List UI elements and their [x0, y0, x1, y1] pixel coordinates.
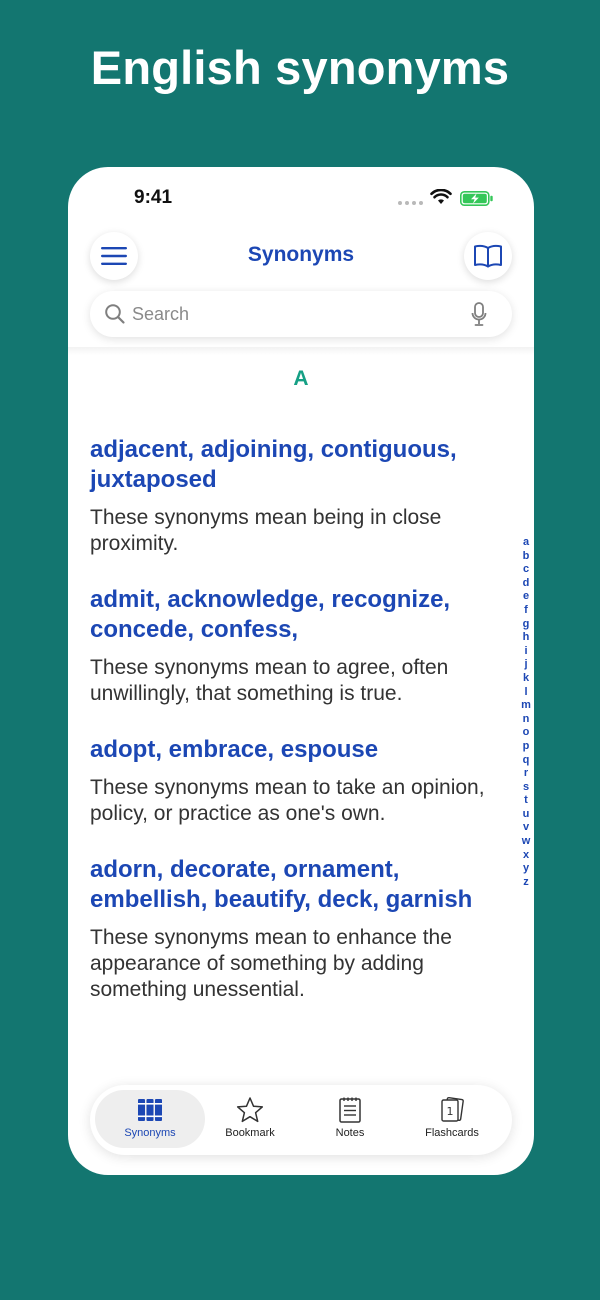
entry-description: These synonyms mean being in close proximity.	[90, 506, 442, 555]
tab-label: Bookmark	[225, 1127, 275, 1139]
entry-title: adjacent, adjoining, contiguous, juxtaposed	[90, 436, 457, 493]
index-letter-y[interactable]: y	[522, 862, 530, 875]
search-bar[interactable]	[90, 291, 512, 337]
star-icon	[236, 1096, 264, 1124]
entry-description: These synonyms mean to agree, often unwillingly, that something is true.	[90, 656, 449, 705]
dictionary-book-button[interactable]	[464, 232, 512, 280]
tab-flashcards[interactable]	[397, 1090, 507, 1148]
svg-text:1: 1	[446, 1105, 454, 1118]
battery-charging-icon	[460, 191, 494, 206]
entry-description: These synonyms mean to take an opinion, policy, or practice as one's own.	[90, 776, 485, 825]
alphabet-index[interactable]	[518, 536, 534, 889]
index-letter-x[interactable]: x	[522, 848, 530, 861]
phone-screen	[68, 167, 534, 1175]
index-letter-p[interactable]: p	[522, 739, 530, 752]
index-letter-g[interactable]: g	[522, 617, 530, 630]
index-letter-w[interactable]: w	[521, 835, 531, 848]
index-letter-n[interactable]: n	[522, 712, 530, 725]
list-item[interactable]	[90, 585, 490, 707]
index-letter-l[interactable]: l	[524, 685, 528, 698]
notes-icon	[338, 1096, 362, 1124]
tab-label: Synonyms	[124, 1127, 176, 1139]
status-time: 9:41	[134, 187, 173, 208]
index-letter-s[interactable]: s	[522, 780, 530, 793]
tab-label: Notes	[335, 1127, 365, 1139]
open-book-icon	[473, 244, 503, 268]
flashcards-icon	[438, 1096, 466, 1124]
list-item[interactable]	[90, 735, 490, 827]
tab-notes[interactable]	[295, 1090, 405, 1148]
index-letter-a[interactable]: a	[522, 536, 530, 548]
search-icon	[104, 303, 126, 325]
index-letter-i[interactable]: i	[524, 644, 528, 657]
page-title: Synonyms	[247, 243, 355, 266]
index-letter-q[interactable]: q	[522, 753, 530, 766]
navigation-bar	[68, 227, 534, 287]
index-letter-r[interactable]: r	[523, 767, 529, 780]
entry-title: admit, acknowledge, recognize, concede, confess,	[90, 586, 451, 643]
tab-synonyms[interactable]	[95, 1090, 205, 1148]
signal-dots-icon	[398, 201, 423, 205]
list-item[interactable]	[90, 435, 490, 557]
books-icon	[137, 1097, 163, 1123]
index-letter-t[interactable]: t	[524, 794, 528, 807]
index-letter-c[interactable]: c	[522, 563, 530, 576]
microphone-icon[interactable]	[471, 302, 487, 328]
index-letter-j[interactable]: j	[524, 658, 528, 671]
index-letter-k[interactable]: k	[522, 671, 530, 684]
bottom-tab-bar	[90, 1085, 512, 1155]
entry-title: adorn, decorate, ornament, embellish, beautify, deck, garnish	[90, 856, 473, 913]
search-input[interactable]	[132, 297, 462, 331]
index-letter-d[interactable]: d	[522, 576, 530, 589]
index-letter-e[interactable]: e	[522, 590, 530, 603]
index-letter-o[interactable]: o	[522, 726, 530, 739]
tab-label: Flashcards	[425, 1127, 479, 1139]
header-divider	[68, 347, 534, 355]
index-letter-v[interactable]: v	[522, 821, 530, 834]
section-header-letter: A	[293, 367, 309, 390]
index-letter-h[interactable]: h	[522, 631, 530, 644]
screen-headline: English synonyms	[90, 41, 510, 94]
index-letter-b[interactable]: b	[522, 549, 530, 562]
index-letter-z[interactable]: z	[523, 875, 529, 888]
index-letter-f[interactable]: f	[524, 603, 528, 616]
index-letter-m[interactable]: m	[521, 699, 531, 712]
synonym-list	[90, 367, 490, 1003]
entry-title: adopt, embrace, espouse	[90, 736, 379, 763]
index-letter-u[interactable]: u	[522, 807, 530, 820]
wifi-icon	[430, 189, 452, 205]
status-bar	[68, 167, 534, 227]
entry-description: These synonyms mean to enhance the appearance of something by adding something unessential.	[90, 926, 452, 1001]
list-item[interactable]	[90, 855, 490, 1003]
tab-bookmark[interactable]	[195, 1090, 305, 1148]
